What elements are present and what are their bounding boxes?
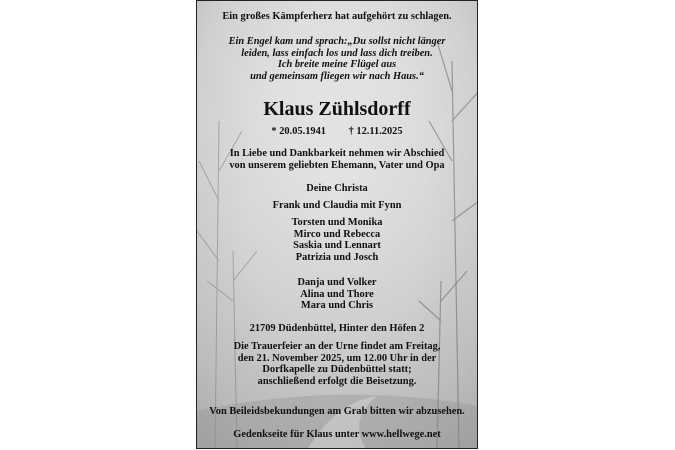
poem-line: Ich breite meine Flügel aus xyxy=(277,59,397,71)
obituary-notice xyxy=(196,0,478,449)
mourner-line: Deine Christa xyxy=(306,183,368,194)
birth-date: * 20.05.1941 xyxy=(271,126,326,137)
poem-line: leiden, lass einfach los und lass dich treiben. xyxy=(241,47,433,59)
funeral-line: Dorfkapelle zu Düdenbüttel statt; xyxy=(262,364,412,376)
mourner-line: Danja und Volker xyxy=(297,277,377,288)
address-text: 21709 Düdenbüttel, Hinter den Höfen 2 xyxy=(249,323,425,334)
death-date: † 12.11.2025 xyxy=(348,126,403,137)
mourner-line: Alina und Thore xyxy=(300,288,374,300)
funeral-line: Die Trauerfeier an der Urne findet am Freitag, xyxy=(233,341,441,352)
mourner-line: Mara und Chris xyxy=(300,300,374,312)
mourner-line: Saskia und Lennart xyxy=(293,240,381,252)
poem-line: und gemeinsam fliegen wir nach Haus.“ xyxy=(250,70,424,82)
headline-text: Ein großes Kämpferherz hat aufgehört zu schlagen. xyxy=(222,11,452,22)
life-dates xyxy=(197,126,477,137)
condolence-note: Von Beileidsbekundungen am Grab bitten wir abzusehen. xyxy=(209,406,465,417)
funeral-line: anschließend erfolgt die Beisetzung. xyxy=(257,375,417,387)
poem-line: Ein Engel kam und sprach:„Du sollst nicht länger xyxy=(228,36,446,47)
funeral-line: den 21. November 2025, um 12.00 Uhr in der xyxy=(237,352,437,364)
memorial-page-text: Gedenkseite für Klaus unter www.hellwege.net xyxy=(233,429,441,440)
mourner-line: Patrizia und Josch xyxy=(295,251,379,263)
mourner-line: Torsten und Monika xyxy=(291,217,383,228)
farewell-line: In Liebe und Dankbarkeit nehmen wir Abschied xyxy=(229,148,445,159)
mourner-line: Mirco und Rebecca xyxy=(293,228,381,240)
farewell-line: von unserem geliebten Ehemann, Vater und Opa xyxy=(229,159,445,171)
mourner-line: Frank und Claudia mit Fynn xyxy=(272,200,402,211)
deceased-name: Klaus Zühlsdorff xyxy=(263,98,411,120)
